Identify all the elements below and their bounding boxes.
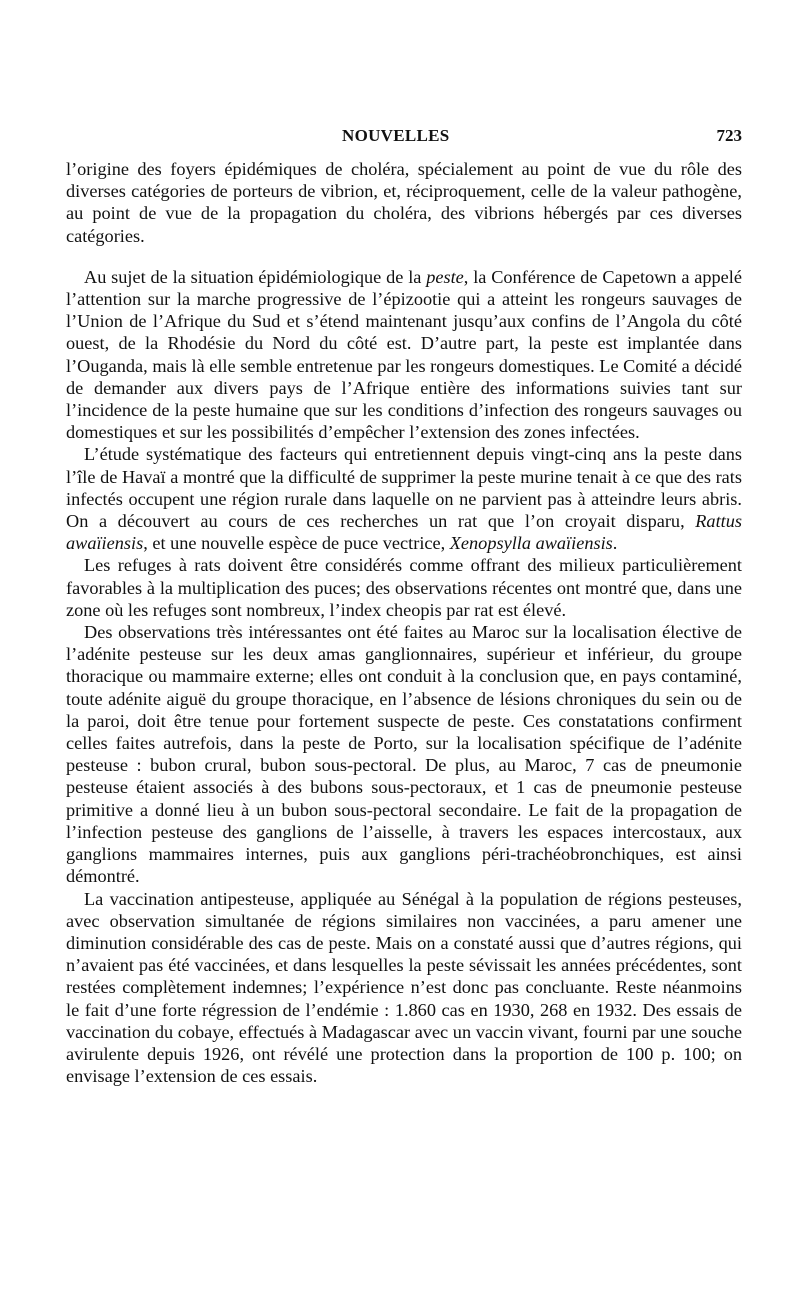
paragraph-havai-study [66, 443, 742, 554]
running-title: NOUVELLES [342, 126, 450, 145]
paragraph-segment: , et une nouvelle espèce de puce vectrice, [143, 533, 450, 554]
italic-term-xenopsylla: Xenopsylla awaïiensis [449, 533, 613, 554]
document-page [66, 126, 742, 1087]
paragraph-segment: , la Conférence de Capetown a appelé l’attention sur la marche progressive de l’épizootie qui a atteint les rongeurs sauvages de l’Union de l’Afrique du Sud et s’étend maintenant jusqu’aux confins de l’Angola du côté ouest, de la Rhodésie du Nord du côté est. D’autre part, la peste est implantée dans l’Ouganda, mais là elle semble entretenue par les rongeurs domestiques. Le Comité a décidé de demander aux divers pays de l’Afrique entière des informations suivies tant sur l’incidence de la peste humaine que sur les conditions d’infection des rongeurs sauvages ou domestiques et sur les possibilités d’empêcher l’extension des zones infectées. [66, 266, 742, 443]
paragraph-segment: . [612, 533, 618, 554]
paragraph-cholera-continuation: l’origine des foyers épidémiques de choléra, spécialement au point de vue du rôle des diverses catégories de porteurs de vibrion, et, réciproquement, celle de la valeur pathogène, au point de vue de la propagation du choléra, des vibrions hébergés par ces diverses catégories. [66, 159, 742, 246]
page-number: 723 [716, 126, 742, 145]
italic-term-rattus: Rattus awaïiensis [66, 511, 742, 554]
body-text [66, 158, 742, 1087]
paragraph-segment: Au sujet de la situation épidémiologique de la [84, 266, 427, 287]
paragraph-peste-situation [66, 266, 742, 444]
paragraph-segment: L’étude systématique des facteurs qui entretiennent depuis vingt-cinq ans la peste dans l’île de Havaï a montré que la difficulté de supprimer la peste murine tenait à ce que des rats infectés occupent une région rurale dans laquelle on ne parvient pas à atteindre leurs abris. On a découvert au cours de ces recherches un rat que l’on croyait disparu, [66, 444, 742, 532]
paragraph-vaccination: La vaccination antipesteuse, appliquée au Sénégal à la population de régions pesteuses, avec observation simultanée de régions similaires non vaccinées, a paru amener une diminution considérable des cas de peste. Mais on a constaté aussi que d’autres régions, qui n’avaient pas été vaccinées, et dans lesquelles la peste sévissait les années précédentes, sont restées complètement indemnes; l’expérience n’est donc pas concluante. Reste néanmoins le fait d’une forte régression de l’endémie : 1.860 cas en 1930, 268 en 1932. Des essais de vaccination du cobaye, effectués à Madagascar avec un vaccin vivant, fourni par une souche avirulente depuis 1926, ont révélé une protection dans la proportion de 100 p. 100; on envisage l’extension de ces essais. [66, 888, 742, 1087]
paragraph-maroc-observations: Des observations très intéressantes ont été faites au Maroc sur la localisation élective de l’adénite pesteuse sur les deux amas ganglionnaires, supérieur et inférieur, du groupe thoracique ou mammaire externe; elles ont conduit à la conclusion que, en pays contaminé, toute adénite aiguë du groupe thoracique, en l’absence de lésions chroniques du sein ou de la paroi, doit être tenue pour fortement suspecte de peste. Ces constatations confirment celles faites autrefois, dans la peste de Porto, sur la localisation spécifique de l’adénite pesteuse : bubon crural, bubon sous-pectoral. De plus, au Maroc, 7 cas de pneumonie pesteuse étaient associés à des bubons sous-pectoraux, et 1 cas de pneumonie pesteuse primitive a donné lieu à un bubon sous-pectoral secondaire. Le fait de la propagation de l’infection pesteuse des ganglions de l’aisselle, à travers les espaces intercostaux, aux ganglions mammaires internes, puis aux ganglions péri-trachéobronchiques, est ainsi démontré. [66, 622, 742, 887]
page-header [66, 126, 742, 158]
paragraph-rat-refuges: Les refuges à rats doivent être considérés comme offrant des milieux particulièrement favorables à la multiplication des puces; des observations récentes ont montré que, dans une zone où les refuges sont nombreux, l’index cheopis par rat est élevé. [66, 555, 742, 620]
italic-term-peste: peste [426, 266, 464, 287]
